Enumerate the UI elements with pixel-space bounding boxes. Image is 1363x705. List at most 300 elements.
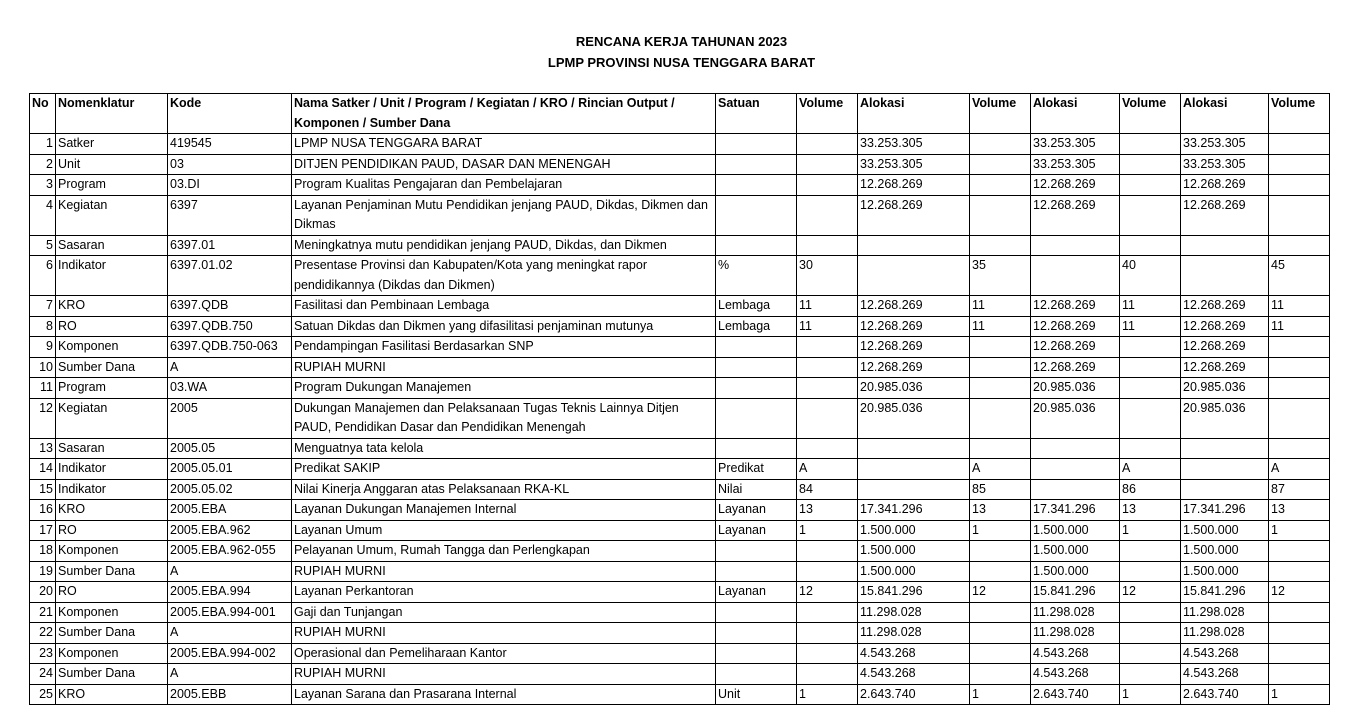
cell-volume-2 xyxy=(970,235,1031,256)
cell-no: 17 xyxy=(30,520,56,541)
cell-alokasi-2: 4.543.268 xyxy=(1031,664,1120,685)
cell-volume-4 xyxy=(1269,561,1330,582)
cell-nomenklatur: Indikator xyxy=(56,479,168,500)
document-title: RENCANA KERJA TAHUNAN 2023 xyxy=(575,34,788,49)
table-row xyxy=(30,623,1330,644)
cell-kode: 6397 xyxy=(168,195,292,235)
cell-nama: Pelayanan Umum, Rumah Tangga dan Perlengkapan xyxy=(292,541,716,562)
cell-volume-3 xyxy=(1120,235,1181,256)
cell-no: 25 xyxy=(30,684,56,705)
cell-nama: Presentase Provinsi dan Kabupaten/Kota yang meningkat rapor pendidikannya (Dikdas dan Dikmen) xyxy=(292,256,716,296)
cell-volume-1: 1 xyxy=(797,520,858,541)
cell-kode: 03 xyxy=(168,154,292,175)
cell-alokasi-3: 1.500.000 xyxy=(1181,561,1269,582)
cell-satuan: Unit xyxy=(716,684,797,705)
cell-nama: Menguatnya tata kelola xyxy=(292,438,716,459)
cell-alokasi-3: 11.298.028 xyxy=(1181,623,1269,644)
cell-alokasi-2 xyxy=(1031,479,1120,500)
cell-volume-4 xyxy=(1269,643,1330,664)
cell-nomenklatur: Kegiatan xyxy=(56,398,168,438)
cell-alokasi-2 xyxy=(1031,256,1120,296)
cell-alokasi-3: 33.253.305 xyxy=(1181,154,1269,175)
cell-satuan xyxy=(716,602,797,623)
cell-no: 15 xyxy=(30,479,56,500)
cell-satuan: Lembaga xyxy=(716,316,797,337)
cell-alokasi-3: 12.268.269 xyxy=(1181,316,1269,337)
cell-volume-3: 11 xyxy=(1120,296,1181,317)
cell-satuan xyxy=(716,357,797,378)
cell-kode: A xyxy=(168,357,292,378)
cell-kode: A xyxy=(168,664,292,685)
cell-nama: Layanan Sarana dan Prasarana Internal xyxy=(292,684,716,705)
cell-kode: 2005.05 xyxy=(168,438,292,459)
cell-no: 12 xyxy=(30,398,56,438)
cell-nomenklatur: Sasaran xyxy=(56,235,168,256)
cell-alokasi-2 xyxy=(1031,235,1120,256)
cell-satuan xyxy=(716,378,797,399)
cell-volume-4 xyxy=(1269,438,1330,459)
cell-kode: 03.WA xyxy=(168,378,292,399)
cell-alokasi-3 xyxy=(1181,438,1269,459)
cell-volume-1: 84 xyxy=(797,479,858,500)
cell-no: 3 xyxy=(30,175,56,196)
cell-nomenklatur: Sumber Dana xyxy=(56,357,168,378)
cell-volume-2 xyxy=(970,154,1031,175)
cell-nama: RUPIAH MURNI xyxy=(292,623,716,644)
cell-kode: 2005 xyxy=(168,398,292,438)
cell-kode: 2005.05.01 xyxy=(168,459,292,480)
cell-volume-3: 11 xyxy=(1120,316,1181,337)
cell-satuan xyxy=(716,195,797,235)
cell-nomenklatur: RO xyxy=(56,520,168,541)
cell-no: 4 xyxy=(30,195,56,235)
cell-volume-4: 13 xyxy=(1269,500,1330,521)
table-row xyxy=(30,398,1330,438)
cell-alokasi-3: 1.500.000 xyxy=(1181,520,1269,541)
cell-volume-3 xyxy=(1120,134,1181,155)
cell-no: 24 xyxy=(30,664,56,685)
cell-nama: RUPIAH MURNI xyxy=(292,561,716,582)
col-header-kode: Kode xyxy=(168,94,292,134)
cell-volume-2: A xyxy=(970,459,1031,480)
cell-no: 21 xyxy=(30,602,56,623)
cell-volume-4 xyxy=(1269,378,1330,399)
table-row xyxy=(30,438,1330,459)
cell-nomenklatur: Program xyxy=(56,175,168,196)
cell-alokasi-2: 12.268.269 xyxy=(1031,175,1120,196)
cell-volume-3 xyxy=(1120,438,1181,459)
cell-satuan: Lembaga xyxy=(716,296,797,317)
cell-no: 8 xyxy=(30,316,56,337)
cell-alokasi-3: 12.268.269 xyxy=(1181,296,1269,317)
cell-nama: RUPIAH MURNI xyxy=(292,664,716,685)
cell-volume-3 xyxy=(1120,378,1181,399)
cell-alokasi-3: 4.543.268 xyxy=(1181,643,1269,664)
cell-volume-1 xyxy=(797,357,858,378)
cell-volume-2 xyxy=(970,337,1031,358)
cell-no: 14 xyxy=(30,459,56,480)
cell-alokasi-1: 1.500.000 xyxy=(858,541,970,562)
cell-alokasi-3: 1.500.000 xyxy=(1181,541,1269,562)
cell-nomenklatur: Sumber Dana xyxy=(56,664,168,685)
cell-nomenklatur: Unit xyxy=(56,154,168,175)
cell-volume-2 xyxy=(970,195,1031,235)
col-header-volume-2: Volume xyxy=(970,94,1031,134)
cell-alokasi-3 xyxy=(1181,256,1269,296)
cell-volume-1 xyxy=(797,378,858,399)
cell-satuan xyxy=(716,541,797,562)
cell-alokasi-2: 12.268.269 xyxy=(1031,357,1120,378)
cell-volume-2: 1 xyxy=(970,684,1031,705)
cell-no: 13 xyxy=(30,438,56,459)
cell-nama: Layanan Dukungan Manajemen Internal xyxy=(292,500,716,521)
cell-volume-4 xyxy=(1269,602,1330,623)
cell-volume-2 xyxy=(970,357,1031,378)
cell-satuan xyxy=(716,337,797,358)
cell-volume-4: 87 xyxy=(1269,479,1330,500)
cell-nomenklatur: RO xyxy=(56,582,168,603)
cell-volume-1: 11 xyxy=(797,316,858,337)
cell-alokasi-1: 1.500.000 xyxy=(858,561,970,582)
cell-nomenklatur: Satker xyxy=(56,134,168,155)
cell-alokasi-3: 2.643.740 xyxy=(1181,684,1269,705)
cell-volume-1 xyxy=(797,438,858,459)
cell-volume-4 xyxy=(1269,623,1330,644)
table-row xyxy=(30,561,1330,582)
table-row xyxy=(30,195,1330,235)
cell-alokasi-2: 4.543.268 xyxy=(1031,643,1120,664)
cell-alokasi-1: 11.298.028 xyxy=(858,602,970,623)
cell-nama: Pendampingan Fasilitasi Berdasarkan SNP xyxy=(292,337,716,358)
cell-volume-2 xyxy=(970,134,1031,155)
col-header-alokasi-2: Alokasi xyxy=(1031,94,1120,134)
cell-no: 22 xyxy=(30,623,56,644)
cell-alokasi-1: 12.268.269 xyxy=(858,316,970,337)
cell-alokasi-3 xyxy=(1181,479,1269,500)
cell-volume-2 xyxy=(970,643,1031,664)
cell-alokasi-1: 12.268.269 xyxy=(858,296,970,317)
cell-nama: Dukungan Manajemen dan Pelaksanaan Tugas Teknis Lainnya Ditjen PAUD, Pendidikan Dasar dan Pendidikan Menengah xyxy=(292,398,716,438)
cell-volume-2 xyxy=(970,398,1031,438)
cell-volume-3: 40 xyxy=(1120,256,1181,296)
cell-kode: 6397.01 xyxy=(168,235,292,256)
cell-volume-1 xyxy=(797,561,858,582)
cell-satuan: Layanan xyxy=(716,520,797,541)
cell-kode: 2005.EBA.962-055 xyxy=(168,541,292,562)
cell-nomenklatur: KRO xyxy=(56,684,168,705)
col-header-volume-4: Volume xyxy=(1269,94,1330,134)
cell-volume-1 xyxy=(797,195,858,235)
cell-alokasi-2 xyxy=(1031,438,1120,459)
cell-alokasi-2: 17.341.296 xyxy=(1031,500,1120,521)
cell-kode: 2005.EBA.962 xyxy=(168,520,292,541)
cell-volume-3: 1 xyxy=(1120,684,1181,705)
cell-volume-3 xyxy=(1120,175,1181,196)
cell-alokasi-1: 12.268.269 xyxy=(858,175,970,196)
cell-satuan xyxy=(716,175,797,196)
cell-volume-2 xyxy=(970,541,1031,562)
cell-volume-4: 1 xyxy=(1269,520,1330,541)
table-row xyxy=(30,582,1330,603)
col-header-nama: Nama Satker / Unit / Program / Kegiatan / KRO / Rincian Output / Komponen / Sumber Dana xyxy=(292,94,716,134)
cell-volume-3: 12 xyxy=(1120,582,1181,603)
cell-alokasi-3: 15.841.296 xyxy=(1181,582,1269,603)
cell-volume-2 xyxy=(970,175,1031,196)
cell-nama: Layanan Umum xyxy=(292,520,716,541)
cell-volume-3 xyxy=(1120,154,1181,175)
cell-volume-3 xyxy=(1120,602,1181,623)
cell-nomenklatur: Komponen xyxy=(56,541,168,562)
cell-no: 11 xyxy=(30,378,56,399)
cell-alokasi-3: 12.268.269 xyxy=(1181,357,1269,378)
cell-no: 16 xyxy=(30,500,56,521)
cell-volume-2: 1 xyxy=(970,520,1031,541)
table-row xyxy=(30,154,1330,175)
cell-volume-2: 85 xyxy=(970,479,1031,500)
cell-alokasi-2: 12.268.269 xyxy=(1031,316,1120,337)
cell-nomenklatur: RO xyxy=(56,316,168,337)
cell-volume-4 xyxy=(1269,235,1330,256)
cell-satuan xyxy=(716,664,797,685)
cell-volume-2 xyxy=(970,378,1031,399)
cell-volume-2 xyxy=(970,623,1031,644)
cell-alokasi-1: 33.253.305 xyxy=(858,134,970,155)
cell-satuan xyxy=(716,154,797,175)
cell-kode: 2005.EBA.994-001 xyxy=(168,602,292,623)
cell-volume-1: 30 xyxy=(797,256,858,296)
cell-volume-3 xyxy=(1120,541,1181,562)
cell-kode: 2005.EBA.994 xyxy=(168,582,292,603)
cell-kode: A xyxy=(168,623,292,644)
cell-volume-3: 1 xyxy=(1120,520,1181,541)
cell-alokasi-2: 12.268.269 xyxy=(1031,195,1120,235)
cell-kode: 2005.05.02 xyxy=(168,479,292,500)
cell-volume-4 xyxy=(1269,134,1330,155)
cell-satuan: Layanan xyxy=(716,582,797,603)
cell-alokasi-3: 12.268.269 xyxy=(1181,337,1269,358)
cell-nomenklatur: KRO xyxy=(56,500,168,521)
col-header-volume-1: Volume xyxy=(797,94,858,134)
cell-volume-2: 11 xyxy=(970,296,1031,317)
cell-alokasi-1: 17.341.296 xyxy=(858,500,970,521)
cell-no: 2 xyxy=(30,154,56,175)
cell-no: 18 xyxy=(30,541,56,562)
cell-alokasi-2: 1.500.000 xyxy=(1031,561,1120,582)
cell-no: 20 xyxy=(30,582,56,603)
cell-volume-2 xyxy=(970,438,1031,459)
cell-volume-1 xyxy=(797,235,858,256)
cell-alokasi-3 xyxy=(1181,235,1269,256)
cell-volume-4: 11 xyxy=(1269,316,1330,337)
table-row xyxy=(30,541,1330,562)
cell-volume-4 xyxy=(1269,541,1330,562)
cell-nomenklatur: Komponen xyxy=(56,602,168,623)
cell-alokasi-2: 33.253.305 xyxy=(1031,134,1120,155)
cell-alokasi-1: 4.543.268 xyxy=(858,643,970,664)
cell-nomenklatur: Komponen xyxy=(56,337,168,358)
table-row xyxy=(30,664,1330,685)
col-header-volume-3: Volume xyxy=(1120,94,1181,134)
cell-alokasi-1: 20.985.036 xyxy=(858,378,970,399)
cell-volume-3 xyxy=(1120,643,1181,664)
cell-alokasi-3: 33.253.305 xyxy=(1181,134,1269,155)
cell-volume-2: 35 xyxy=(970,256,1031,296)
cell-nomenklatur: Sumber Dana xyxy=(56,561,168,582)
cell-volume-1 xyxy=(797,337,858,358)
header-row xyxy=(30,94,1330,134)
cell-volume-4: 1 xyxy=(1269,684,1330,705)
table-row xyxy=(30,357,1330,378)
table-row xyxy=(30,602,1330,623)
cell-nomenklatur: Indikator xyxy=(56,459,168,480)
table-row xyxy=(30,337,1330,358)
cell-volume-1 xyxy=(797,175,858,196)
cell-alokasi-1: 1.500.000 xyxy=(858,520,970,541)
cell-kode: 6397.QDB xyxy=(168,296,292,317)
document-subtitle: LPMP PROVINSI NUSA TENGGARA BARAT xyxy=(547,55,816,70)
cell-volume-3 xyxy=(1120,195,1181,235)
col-header-satuan: Satuan xyxy=(716,94,797,134)
cell-volume-1 xyxy=(797,398,858,438)
table-row xyxy=(30,500,1330,521)
cell-nama: Program Dukungan Manajemen xyxy=(292,378,716,399)
cell-kode: 2005.EBB xyxy=(168,684,292,705)
cell-nomenklatur: Program xyxy=(56,378,168,399)
cell-volume-4 xyxy=(1269,175,1330,196)
cell-nama: RUPIAH MURNI xyxy=(292,357,716,378)
cell-volume-4: 11 xyxy=(1269,296,1330,317)
col-header-alokasi-3: Alokasi xyxy=(1181,94,1269,134)
cell-volume-4: A xyxy=(1269,459,1330,480)
cell-alokasi-2: 20.985.036 xyxy=(1031,378,1120,399)
cell-volume-1 xyxy=(797,643,858,664)
table-row xyxy=(30,520,1330,541)
cell-alokasi-1 xyxy=(858,479,970,500)
cell-volume-3 xyxy=(1120,623,1181,644)
table-row xyxy=(30,378,1330,399)
cell-volume-1 xyxy=(797,602,858,623)
cell-alokasi-2: 2.643.740 xyxy=(1031,684,1120,705)
cell-alokasi-2: 12.268.269 xyxy=(1031,296,1120,317)
cell-alokasi-2: 11.298.028 xyxy=(1031,623,1120,644)
cell-volume-3 xyxy=(1120,561,1181,582)
cell-volume-2 xyxy=(970,664,1031,685)
cell-nomenklatur: Sasaran xyxy=(56,438,168,459)
cell-alokasi-1 xyxy=(858,459,970,480)
cell-nomenklatur: Komponen xyxy=(56,643,168,664)
cell-volume-3: A xyxy=(1120,459,1181,480)
cell-alokasi-1: 20.985.036 xyxy=(858,398,970,438)
table-row xyxy=(30,134,1330,155)
cell-nomenklatur: Sumber Dana xyxy=(56,623,168,644)
cell-alokasi-1 xyxy=(858,438,970,459)
cell-alokasi-1 xyxy=(858,256,970,296)
cell-volume-2 xyxy=(970,602,1031,623)
table-row xyxy=(30,175,1330,196)
cell-volume-2 xyxy=(970,561,1031,582)
cell-kode: 2005.EBA xyxy=(168,500,292,521)
cell-kode: 419545 xyxy=(168,134,292,155)
cell-alokasi-3: 12.268.269 xyxy=(1181,175,1269,196)
cell-satuan xyxy=(716,235,797,256)
cell-satuan xyxy=(716,134,797,155)
cell-alokasi-3: 4.543.268 xyxy=(1181,664,1269,685)
cell-no: 23 xyxy=(30,643,56,664)
cell-nomenklatur: Indikator xyxy=(56,256,168,296)
cell-volume-3: 86 xyxy=(1120,479,1181,500)
cell-nomenklatur: Kegiatan xyxy=(56,195,168,235)
cell-satuan xyxy=(716,643,797,664)
cell-volume-4 xyxy=(1269,154,1330,175)
cell-alokasi-2 xyxy=(1031,459,1120,480)
cell-kode: 6397.QDB.750-063 xyxy=(168,337,292,358)
cell-alokasi-1: 15.841.296 xyxy=(858,582,970,603)
cell-volume-1: 12 xyxy=(797,582,858,603)
cell-volume-2: 13 xyxy=(970,500,1031,521)
cell-alokasi-3: 11.298.028 xyxy=(1181,602,1269,623)
cell-nama: Predikat SAKIP xyxy=(292,459,716,480)
cell-no: 7 xyxy=(30,296,56,317)
cell-nomenklatur: KRO xyxy=(56,296,168,317)
cell-nama: Gaji dan Tunjangan xyxy=(292,602,716,623)
cell-satuan xyxy=(716,561,797,582)
cell-nama: Nilai Kinerja Anggaran atas Pelaksanaan RKA-KL xyxy=(292,479,716,500)
col-header-alokasi-1: Alokasi xyxy=(858,94,970,134)
table-row xyxy=(30,479,1330,500)
table-row xyxy=(30,459,1330,480)
cell-nama: Layanan Penjaminan Mutu Pendidikan jenjang PAUD, Dikdas, Dikmen dan Dikmas xyxy=(292,195,716,235)
cell-kode: 2005.EBA.994-002 xyxy=(168,643,292,664)
cell-no: 9 xyxy=(30,337,56,358)
cell-alokasi-1: 2.643.740 xyxy=(858,684,970,705)
cell-volume-4: 45 xyxy=(1269,256,1330,296)
cell-alokasi-1: 11.298.028 xyxy=(858,623,970,644)
cell-volume-4 xyxy=(1269,337,1330,358)
cell-alokasi-1: 33.253.305 xyxy=(858,154,970,175)
cell-volume-2: 12 xyxy=(970,582,1031,603)
cell-alokasi-1: 12.268.269 xyxy=(858,195,970,235)
cell-satuan xyxy=(716,398,797,438)
cell-volume-4 xyxy=(1269,195,1330,235)
cell-satuan: % xyxy=(716,256,797,296)
cell-no: 5 xyxy=(30,235,56,256)
cell-no: 19 xyxy=(30,561,56,582)
cell-nama: Layanan Perkantoran xyxy=(292,582,716,603)
cell-alokasi-1: 4.543.268 xyxy=(858,664,970,685)
cell-alokasi-2: 20.985.036 xyxy=(1031,398,1120,438)
cell-alokasi-2: 12.268.269 xyxy=(1031,337,1120,358)
cell-satuan: Nilai xyxy=(716,479,797,500)
table-row xyxy=(30,235,1330,256)
col-header-no: No xyxy=(30,94,56,134)
cell-nama: Fasilitasi dan Pembinaan Lembaga xyxy=(292,296,716,317)
cell-nama: Meningkatnya mutu pendidikan jenjang PAUD, Dikdas, dan Dikmen xyxy=(292,235,716,256)
cell-nama: Operasional dan Pemeliharaan Kantor xyxy=(292,643,716,664)
cell-volume-2: 11 xyxy=(970,316,1031,337)
table-row xyxy=(30,316,1330,337)
cell-volume-3 xyxy=(1120,664,1181,685)
cell-nama: Satuan Dikdas dan Dikmen yang difasilitasi penjaminan mutunya xyxy=(292,316,716,337)
cell-volume-1 xyxy=(797,664,858,685)
cell-volume-4 xyxy=(1269,664,1330,685)
cell-alokasi-1: 12.268.269 xyxy=(858,337,970,358)
cell-alokasi-2: 1.500.000 xyxy=(1031,520,1120,541)
cell-kode: 03.DI xyxy=(168,175,292,196)
table-row xyxy=(30,256,1330,296)
cell-volume-4 xyxy=(1269,398,1330,438)
cell-no: 1 xyxy=(30,134,56,155)
table-row xyxy=(30,643,1330,664)
